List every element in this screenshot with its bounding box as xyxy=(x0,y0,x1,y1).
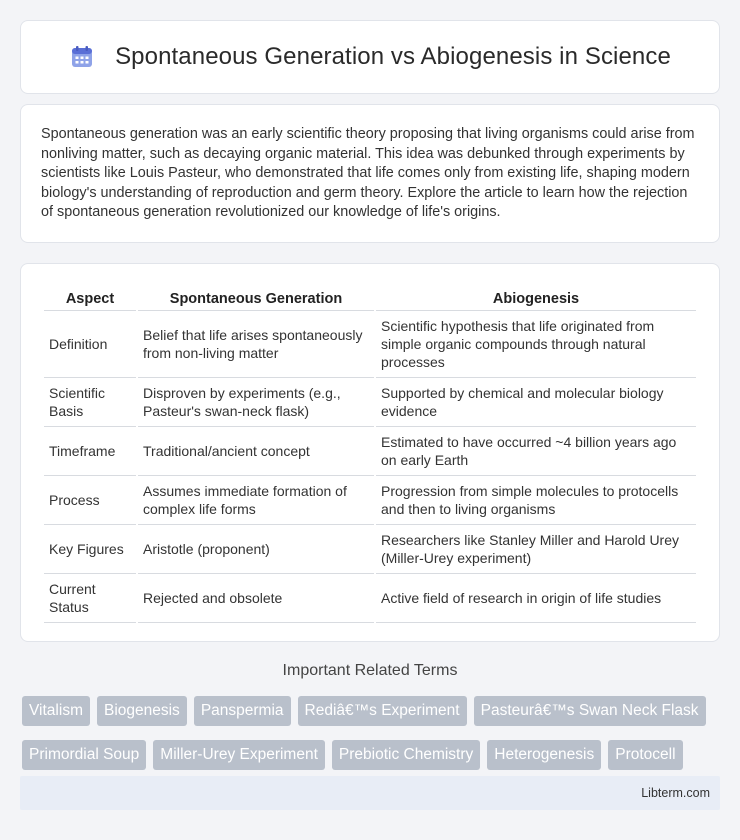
table-cell: Definition xyxy=(44,311,136,378)
table-cell: Supported by chemical and molecular biology evidence xyxy=(376,378,696,427)
table-cell: Process xyxy=(44,476,136,525)
table-cell: Estimated to have occurred ~4 billion years ago on early Earth xyxy=(376,427,696,476)
comparison-table xyxy=(42,284,698,623)
table-cell: Assumes immediate formation of complex life forms xyxy=(138,476,374,525)
table-row xyxy=(44,525,696,574)
table-cell: Current Status xyxy=(44,574,136,623)
calendar-icon xyxy=(69,44,95,70)
table-cell: Key Figures xyxy=(44,525,136,574)
table-row xyxy=(44,311,696,378)
page-title: Spontaneous Generation vs Abiogenesis in Science xyxy=(115,43,671,70)
term-tag[interactable]: Protocell xyxy=(608,740,682,770)
table-cell: Disproven by experiments (e.g., Pasteur's swan-neck flask) xyxy=(138,378,374,427)
table-cell: Researchers like Stanley Miller and Harold Urey (Miller-Urey experiment) xyxy=(376,525,696,574)
header-card xyxy=(20,20,720,94)
table-cell: Rejected and obsolete xyxy=(138,574,374,623)
table-row xyxy=(44,574,696,623)
term-tag[interactable]: Miller-Urey Experiment xyxy=(153,740,325,770)
term-tag[interactable]: Prebiotic Chemistry xyxy=(332,740,480,770)
term-tag[interactable]: Pasteurâ€™s Swan Neck Flask xyxy=(474,696,706,726)
intro-text: Spontaneous generation was an early scientific theory proposing that living organisms could arise from nonliving matter, such as decaying organic material. This idea was debunked through experiments by scientists like Louis Pasteur, who demonstrated that life comes only from existing life, shaping modern biology's understanding of reproduction and germ theory. Explore the article to learn how the rejection of spontaneous generation revolutionized our knowledge of life's origins. xyxy=(41,126,695,221)
table-cell: Belief that life arises spontaneously from non-living matter xyxy=(138,311,374,378)
term-tag[interactable]: Primordial Soup xyxy=(22,740,146,770)
term-tag[interactable]: Biogenesis xyxy=(97,696,187,726)
table-row xyxy=(44,378,696,427)
table-cell: Aristotle (proponent) xyxy=(138,525,374,574)
term-tag[interactable]: Heterogenesis xyxy=(487,740,601,770)
related-terms-list xyxy=(22,696,722,770)
table-row xyxy=(44,476,696,525)
related-terms-title: Important Related Terms xyxy=(282,662,458,679)
column-header: Aspect xyxy=(44,284,136,311)
term-tag[interactable]: Rediâ€™s Experiment xyxy=(298,696,467,726)
column-header: Spontaneous Generation xyxy=(138,284,374,311)
comparison-card xyxy=(20,263,720,642)
table-cell: Scientific Basis xyxy=(44,378,136,427)
table-cell: Traditional/ancient concept xyxy=(138,427,374,476)
table-cell: Scientific hypothesis that life originated from simple organic compounds through natural processes xyxy=(376,311,696,378)
table-row xyxy=(44,427,696,476)
table-header-row xyxy=(44,284,696,311)
table-cell: Active field of research in origin of life studies xyxy=(376,574,696,623)
table-cell: Progression from simple molecules to protocells and then to living organisms xyxy=(376,476,696,525)
intro-card xyxy=(20,104,720,243)
footer-site-link[interactable]: Libterm.com xyxy=(641,786,710,800)
footer xyxy=(20,776,720,810)
term-tag[interactable]: Vitalism xyxy=(22,696,90,726)
table-cell: Timeframe xyxy=(44,427,136,476)
term-tag[interactable]: Panspermia xyxy=(194,696,291,726)
column-header: Abiogenesis xyxy=(376,284,696,311)
